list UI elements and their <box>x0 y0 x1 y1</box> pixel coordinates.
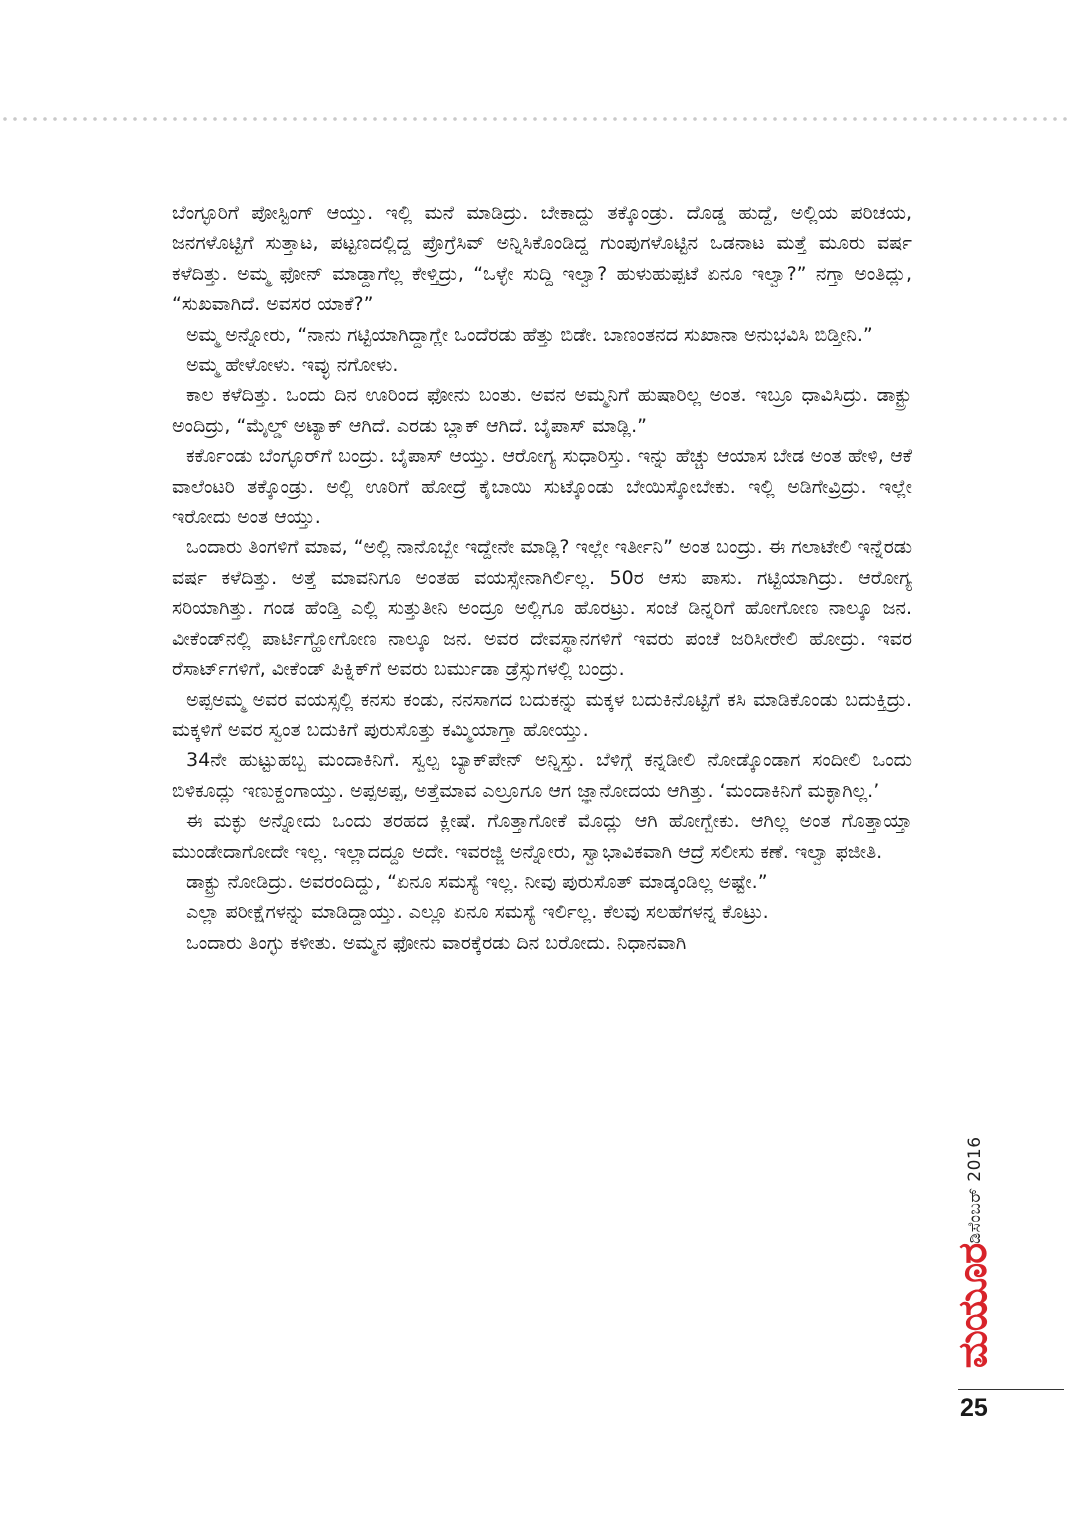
article-paragraph: ಬೆಂಗ್ಳೂರಿಗೆ ಪೋಸ್ಟಿಂಗ್ ಆಯ್ತು. ಇಲ್ಲಿ ಮನೆ ಮಾಡಿದ್ರು. ಬೇಕಾದ್ದು ತಕ್ಕೊಂಡ್ರು. ದೊಡ್ಡ ಹುದ್ದೆ, ಅಲ್ಲಿಯ ಪರಿಚಯ, ಜನಗಳೊಟ್ಟಿಗೆ ಸುತ್ತಾಟ, ಪಟ್ಟಣದಲ್ಲಿದ್ದ ಪ್ರೊಗ್ರೆಸಿವ್ ಅನ್ನಿಸಿಕೊಂಡಿದ್ದ ಗುಂಪುಗಳೊಟ್ಟಿನ ಒಡನಾಟ ಮತ್ತೆ ಮೂರು ವರ್ಷ ಕಳೆದಿತ್ತು. ಅಮ್ಮ ಫೋನ್ ಮಾಡ್ದಾಗೆಲ್ಲ ಕೇಳ್ತಿದ್ರು, “ಒಳ್ಳೇ ಸುದ್ದಿ ಇಲ್ವಾ? ಹುಳುಹುಪ್ಪಟೆ ಏನೂ ಇಲ್ವಾ?” ನಗ್ತಾ ಅಂತಿದ್ಲು, “ಸುಖವಾಗಿದೆ. ಅವಸರ ಯಾಕೆ?” <box>172 202 912 316</box>
article-paragraph: ಎಲ್ಲಾ ಪರೀಕ್ಷೆಗಳನ್ನು ಮಾಡಿದ್ದಾಯ್ತು. ಎಲ್ಲೂ ಏನೂ ಸಮಸ್ಯೆ ಇರ್ಲಿಲ್ಲ. ಕೆಲವು ಸಲಹೆಗಳನ್ನ ಕೊಟ್ರು. <box>186 901 769 924</box>
article-paragraph: ಕರ್ಕೊಂಡು ಬೆಂಗ್ಳೂರ್‌ಗೆ ಬಂದ್ರು. ಬೈಪಾಸ್ ಆಯ್ತು. ಆರೋಗ್ಯ ಸುಧಾರಿಸ್ತು. ಇನ್ನು ಹೆಚ್ಚು ಆಯಾಸ ಬೇಡ ಅಂತ ಹೇಳಿ, ಆಕೆ ವಾಲೆಂಟರಿ ತಕ್ಕೊಂಡ್ರು. ಅಲ್ಲಿ ಊರಿಗೆ ಹೋದ್ರೆ ಕೈಬಾಯಿ ಸುಟ್ಕೊಂಡು ಬೇಯಿಸ್ಕೋಬೇಕು. ಇಲ್ಲಿ ಅಡಿಗೇವ್ರಿದ್ರು. ಇಲ್ಲೇ ಇರೋದು ಅಂತ ಆಯ್ತು. <box>172 445 912 529</box>
top-dotted-divider <box>0 116 1072 122</box>
article-paragraph: ಅಮ್ಮ ಹೇಳೋಳು. ಇವ್ಳು ನಗೋಳು. <box>186 354 399 377</box>
article-paragraph: ಒಂದಾರು ತಿಂಗಳಿಗೆ ಮಾವ, “ಅಲ್ಲಿ ನಾನೊಬ್ಬೇ ಇದ್ದೇನೇ ಮಾಡ್ಲಿ? ಇಲ್ಲೇ ಇರ್ತೀನಿ” ಅಂತ ಬಂದ್ರು. ಈ ಗಲಾಟೇಲಿ ಇನ್ನೆರಡು ವರ್ಷ ಕಳೆದಿತ್ತು. ಅತ್ತೆ ಮಾವನಿಗೂ ಅಂತಹ ವಯಸ್ಸೇನಾಗಿರ್ಲಿಲ್ಲ. 50ರ ಆಸು ಪಾಸು. ಗಟ್ಟಿಯಾಗಿದ್ರು. ಆರೋಗ್ಯ ಸರಿಯಾಗಿತ್ತು. ಗಂಡ ಹೆಂಡ್ತಿ ಎಲ್ಲಿ ಸುತ್ತುತೀನಿ ಅಂದ್ರೂ ಅಲ್ಲಿಗೂ ಹೊರಟ್ರು. ಸಂಜೆ ಡಿನ್ನರಿಗೆ ಹೋಗೋಣ ನಾಲ್ಕೂ ಜನ. ವೀಕೆಂಡ್‌ನಲ್ಲಿ ಪಾರ್ಟಿಗ್ಹೋಗೋಣ ನಾಲ್ಕೂ ಜನ. ಅವರ ದೇವಸ್ಥಾನಗಳಿಗೆ ಇವರು ಪಂಚೆ ಜರಿಸೀರೇಲಿ ಹೋದ್ರು. ಇವರ ರೆಸಾರ್ಟ್‌ಗಳಿಗೆ, ವೀಕೆಂಡ್ ಪಿಕ್ನಿಕ್‌ಗೆ ಅವರು ಬರ್ಮುಡಾ ಡ್ರೆಸ್ಸುಗಳಲ್ಲಿ ಬಂದ್ರು. <box>172 536 912 681</box>
magazine-logo: ಮಯೂರ <box>950 1243 996 1369</box>
article-paragraph: ಅಮ್ಮ ಅನ್ನೋರು, “ನಾನು ಗಟ್ಟಿಯಾಗಿದ್ದಾಗ್ಲೇ ಒಂದೆರಡು ಹೆತ್ತು ಬಿಡೇ. ಬಾಣಂತನದ ಸುಖಾನಾ ಅನುಭವಿಸಿ ಬಿಡ್ತೀನಿ.” <box>186 323 873 346</box>
article-paragraph: ಅಪ್ಪಅಮ್ಮ ಅವರ ವಯಸ್ಸಲ್ಲಿ ಕನಸು ಕಂಡು, ನನಸಾಗದ ಬದುಕನ್ನು ಮಕ್ಕಳ ಬದುಕಿನೊಟ್ಟಿಗೆ ಕಸಿ ಮಾಡಿಕೊಂಡು ಬದುಕ್ತಿದ್ರು. ಮಕ್ಕಳಿಗೆ ಅವರ ಸ್ವಂತ ಬದುಕಿಗೆ ಪುರುಸೊತ್ತು ಕಮ್ಮಿಯಾಗ್ತಾ ಹೋಯ್ತು. <box>172 688 912 741</box>
article-paragraph: ಕಾಲ ಕಳೆದಿತ್ತು. ಒಂದು ದಿನ ಊರಿಂದ ಫೋನು ಬಂತು. ಅವನ ಅಮ್ಮನಿಗೆ ಹುಷಾರಿಲ್ಲ ಅಂತ. ಇಬ್ರೂ ಧಾವಿಸಿದ್ರು. ಡಾಕ್ಟ್ರು ಅಂದಿದ್ರು, “ಮೈಲ್ಡ್ ಅಟ್ಯಾಕ್ ಆಗಿದೆ. ಎರಡು ಬ್ಲಾಕ್ ಆಗಿದೆ. ಬೈಪಾಸ್ ಮಾಡ್ಲಿ.” <box>172 384 912 437</box>
article-body <box>172 198 912 958</box>
article-paragraph: ಒಂದಾರು ತಿಂಗ್ಳು ಕಳೀತು. ಅಮ್ಮನ ಫೋನು ವಾರಕ್ಕೆರಡು ದಿನ ಬರೋದು. ನಿಧಾನವಾಗಿ <box>186 931 687 954</box>
issue-date: ಡಿಸೆಂಬರ್ 2016 <box>965 1136 985 1244</box>
article-paragraph: 34ನೇ ಹುಟ್ಟುಹಬ್ಬ ಮಂದಾಕಿನಿಗೆ. ಸ್ವಲ್ಪ ಬ್ಯಾಕ್‌ಪೇನ್ ಅನ್ನಿಸ್ತು. ಬೆಳಿಗ್ಗೆ ಕನ್ನಡೀಲಿ ನೋಡ್ಕೊಂಡಾಗ ಸಂದೀಲಿ ಒಂದು ಬಿಳಿಕೂದ್ಲು ಇಣುಕ್ದಂಗಾಯ್ತು. ಅಪ್ಪಅಪ್ಪ, ಅತ್ತೆಮಾವ ಎಲ್ರೂಗೂ ಆಗ ಜ್ಞಾನೋದಯ ಆಗಿತ್ತು. ‘ಮಂದಾಕಿನಿಗೆ ಮಕ್ಳಾಗಿಲ್ಲ.’ <box>172 749 912 802</box>
footer-divider <box>958 1389 1064 1390</box>
article-paragraph: ಡಾಕ್ಟ್ರು ನೋಡಿದ್ರು. ಅವರಂದಿದ್ದು, “ಏನೂ ಸಮಸ್ಯೆ ಇಲ್ಲ. ನೀವು ಪುರುಸೊತ್ ಮಾಡ್ಕಂಡಿಲ್ಲ ಅಷ್ಟೇ.” <box>186 870 768 893</box>
article-paragraph: ಈ ಮಕ್ಳು ಅನ್ನೋದು ಒಂದು ತರಹದ ಕ್ಲೀಷೆ. ಗೊತ್ತಾಗೋಕೆ ಮೊದ್ಲು ಆಗಿ ಹೋಗ್ಬೇಕು. ಆಗಿಲ್ಲ ಅಂತ ಗೊತ್ತಾಯ್ತಾ ಮುಂಡೇದಾಗೋದೇ ಇಲ್ಲ. ಇಲ್ಲಾದದ್ದೂ ಅದೇ. ಇವರಜ್ಜಿ ಅನ್ನೋರು, ಸ್ವಾಭಾವಿಕವಾಗಿ ಆದ್ರೆ ಸಲೀಸು ಕಣೆ. ಇಲ್ವಾ ಫಜೀತಿ. <box>172 810 912 863</box>
page-number: 25 <box>960 1394 988 1422</box>
